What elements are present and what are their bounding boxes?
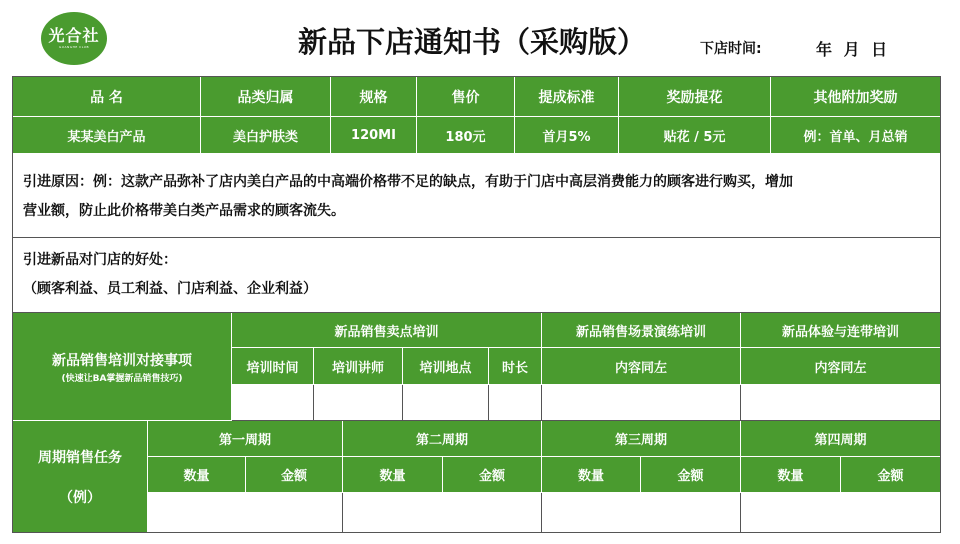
week-2-quantity-header: 数量 bbox=[343, 457, 443, 493]
logo bbox=[41, 12, 107, 65]
col-header-extra-reward: 其他附加奖励 bbox=[771, 77, 940, 117]
cell-extra-reward: 例：首单、月总销 bbox=[771, 117, 940, 154]
week-1-header: 第一周期 bbox=[148, 421, 343, 457]
logo-tagline: GUANGHE CLUB bbox=[58, 45, 90, 49]
training-time-header: 培训时间 bbox=[232, 348, 314, 385]
week-3-quantity-header: 数量 bbox=[542, 457, 641, 493]
training-group-2: 新品销售场景演练培训 bbox=[542, 313, 741, 348]
training-same-as-left-2: 内容同左 bbox=[741, 348, 940, 385]
col-header-name: 品 名 bbox=[13, 77, 201, 117]
experience-training-input[interactable] bbox=[741, 385, 940, 421]
training-location-input[interactable] bbox=[403, 385, 489, 421]
store-time-label: 下店时间: bbox=[700, 41, 762, 57]
week-4-amount-header: 金额 bbox=[841, 457, 940, 493]
cell-category: 美白护肤类 bbox=[201, 117, 331, 154]
scenario-training-input[interactable] bbox=[542, 385, 741, 421]
training-time-input[interactable] bbox=[232, 385, 314, 421]
training-duration-input[interactable] bbox=[489, 385, 542, 421]
col-header-reward: 奖励提花 bbox=[619, 77, 771, 117]
training-duration-header: 时长 bbox=[489, 348, 542, 385]
sales-task-label: 周期销售任务 bbox=[38, 449, 122, 466]
week-3-header: 第三周期 bbox=[542, 421, 741, 457]
col-header-spec: 规格 bbox=[331, 77, 417, 117]
col-header-category: 品类归属 bbox=[201, 77, 331, 117]
week-2-task-input[interactable] bbox=[343, 493, 542, 532]
week-1-amount-header: 金额 bbox=[246, 457, 343, 493]
week-3-amount-header: 金额 bbox=[641, 457, 741, 493]
date-units: 年 月 日 bbox=[816, 40, 888, 59]
week-2-header: 第二周期 bbox=[343, 421, 542, 457]
cell-price: 180元 bbox=[417, 117, 515, 154]
training-group-3: 新品体验与连带培训 bbox=[741, 313, 940, 348]
sales-task-label-cell bbox=[13, 421, 148, 532]
training-trainer-input[interactable] bbox=[314, 385, 403, 421]
week-1-quantity-header: 数量 bbox=[148, 457, 246, 493]
cell-spec: 120MI bbox=[331, 117, 417, 154]
week-1-task-input[interactable] bbox=[148, 493, 343, 532]
week-4-task-input[interactable] bbox=[741, 493, 940, 532]
training-label: 新品销售培训对接事项 bbox=[52, 352, 192, 369]
cell-commission: 首月5% bbox=[515, 117, 619, 154]
week-3-task-input[interactable] bbox=[542, 493, 741, 532]
col-header-commission: 提成标准 bbox=[515, 77, 619, 117]
page-title: 新品下店通知书（采购版） bbox=[298, 25, 647, 59]
training-label-cell bbox=[13, 313, 232, 421]
cell-name: 某某美白产品 bbox=[13, 117, 201, 154]
week-2-amount-header: 金额 bbox=[443, 457, 542, 493]
col-header-price: 售价 bbox=[417, 77, 515, 117]
week-4-quantity-header: 数量 bbox=[741, 457, 841, 493]
training-trainer-header: 培训讲师 bbox=[314, 348, 403, 385]
training-same-as-left-1: 内容同左 bbox=[542, 348, 741, 385]
divider bbox=[13, 237, 940, 238]
week-4-header: 第四周期 bbox=[741, 421, 940, 457]
benefits-line-2: （顾客利益、员工利益、门店利益、企业利益） bbox=[23, 281, 317, 297]
reason-line-1: 引进原因：例：这款产品弥补了店内美白产品的中高端价格带不足的缺点，有助于门店中高层消费能力的顾客进行购买，增加 bbox=[23, 174, 793, 190]
benefits-line-1: 引进新品对门店的好处： bbox=[23, 252, 177, 268]
cell-reward: 贴花 / 5元 bbox=[619, 117, 771, 154]
training-group-1: 新品销售卖点培训 bbox=[232, 313, 542, 348]
logo-name: 光合社 bbox=[48, 26, 100, 45]
reason-line-2: 营业额，防止此价格带美白类产品需求的顾客流失。 bbox=[23, 203, 345, 219]
sales-task-example: （例） bbox=[59, 489, 101, 506]
training-location-header: 培训地点 bbox=[403, 348, 489, 385]
training-sublabel: (快速让BA掌握新品销售技巧) bbox=[61, 373, 183, 384]
